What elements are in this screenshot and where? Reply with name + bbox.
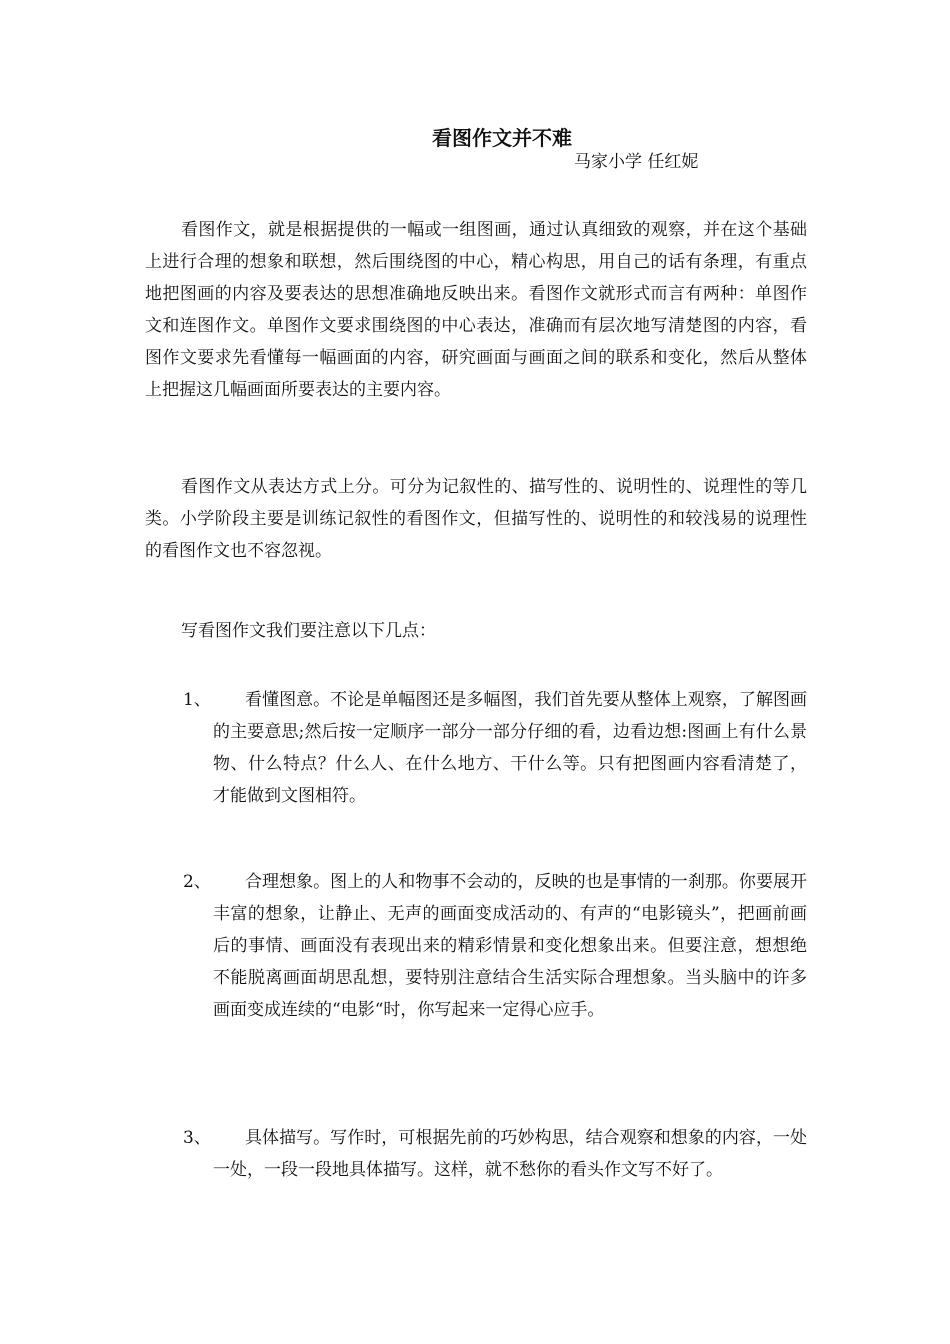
list-item-number: 3、 bbox=[183, 1128, 211, 1148]
paragraph-definition: 看图作文，就是根据提供的一幅或一组图画，通过认真细致的观察，并在这个基础上进行合理的想象和联想，然后围绕图的中心，精心构思，用自己的话有条理，有重点地把图画的内容及要表达的思想准确地反映出来。看图作文就形式而言有两种：单图作文和连图作文。单图作文要求围绕图的中心表达，准确而有层次地写清楚图的内容，看图作文要求先看懂每一幅画面的内容，研究画面与画面之间的联系和变化，然后从整体上把握这几幅画面所要表达的主要内容。 bbox=[145, 220, 807, 400]
list-item bbox=[183, 684, 807, 812]
paragraph-categories: 看图作文从表达方式上分。可分为记叙性的、描写性的、说明性的、说理性的等几类。小学阶段主要是训练记叙性的看图作文，但描写性的、说明性的和较浅易的说理性的看图作文也不容忽视。 bbox=[145, 477, 807, 561]
list-item bbox=[183, 866, 807, 1026]
list-item bbox=[183, 1122, 807, 1186]
list-item-text: 合理想象。图上的人和物事不会动的，反映的也是事情的一刹那。你要展开丰富的想象，让静止、无声的画面变成活动的、有声的“电影镜头”，把画前画后的事情、画面没有表现出来的精彩情景和变化想象出来。但要注意，想想绝不能脱离画面胡思乱想，要特别注意结合生活实际合理想象。当头脑中的许多画面变成连续的“电影“时，你写起来一定得心应手。 bbox=[213, 872, 807, 1020]
document-title: 看图作文并不难 bbox=[432, 126, 572, 150]
paragraph-list-intro: 写看图作文我们要注意以下几点： bbox=[181, 621, 436, 641]
document-author: 马家小学 任红妮 bbox=[574, 152, 699, 172]
list-item-number: 2、 bbox=[183, 872, 211, 892]
list-item-text: 看懂图意。不论是单幅图还是多幅图，我们首先要从整体上观察，了解图画的主要意思;然后按一定顺序一部分一部分仔细的看，边看边想:图画上有什么景物、什么特点？什么人、在什么地方、干什么等。只有把图画内容看清楚了，才能做到文图相符。 bbox=[213, 690, 807, 806]
list-item-text: 具体描写。写作时，可根据先前的巧妙构思，结合观察和想象的内容，一处一处，一段一段地具体描写。这样，就不愁你的看头作文写不好了。 bbox=[213, 1128, 807, 1180]
list-item-number: 1、 bbox=[183, 690, 211, 710]
